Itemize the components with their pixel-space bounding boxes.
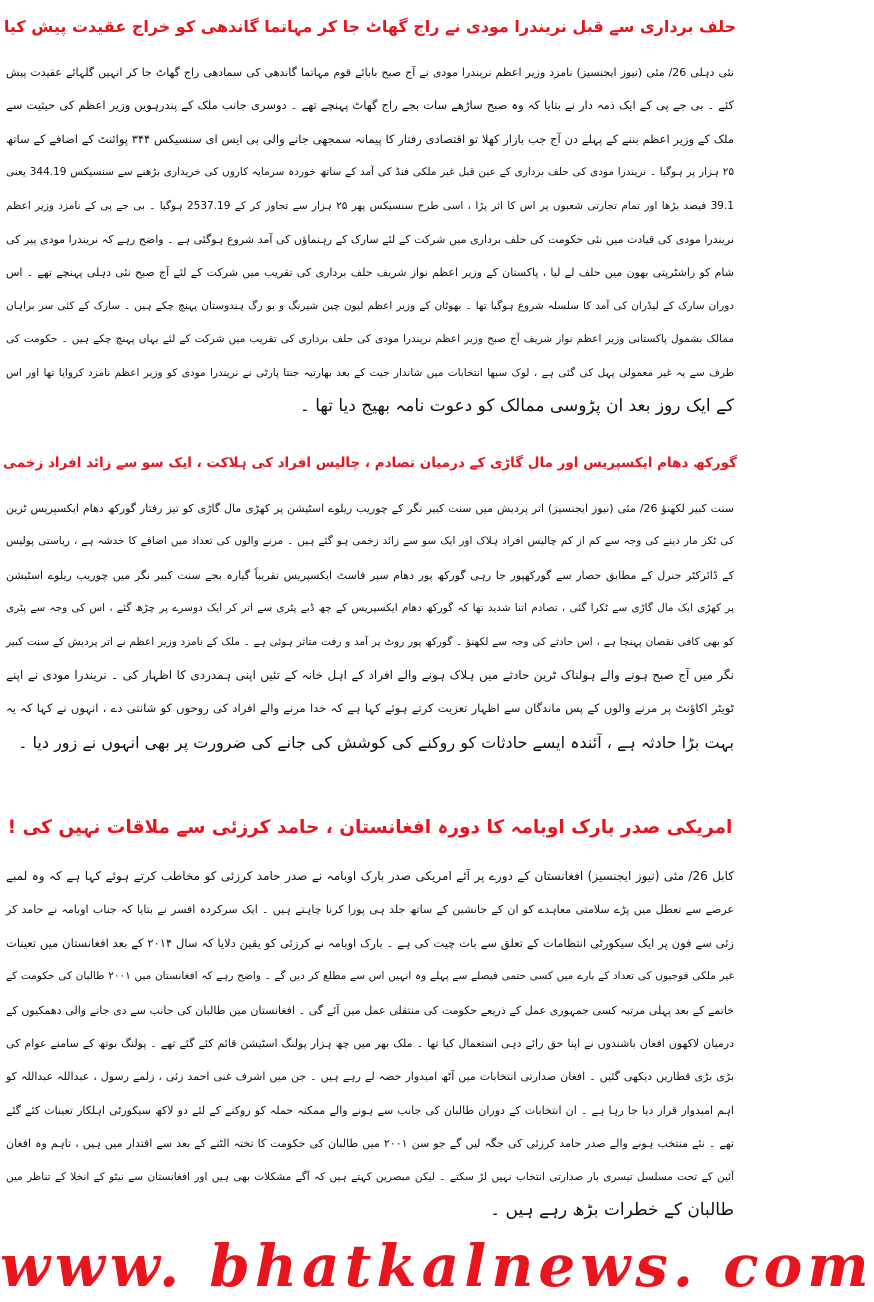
article-line: پر کھڑی ایک مال گاڑی سے ٹکرا گئی ، تصادم اتنا شدید تھا کہ گورکھ دھام ایکسپریس کے چھ ڈبے پٹری سے اتر کر ایک دوسرے پر چڑھ گئے ، اس کی وجہ سے پٹری <box>6 602 734 615</box>
article-line: غیر ملکی فوجیوں کی تعداد کے بارے میں کسی حتمی فیصلے سے پہلے وہ انہیں اس سے مطلع کر دیں گے ۔ واضح رہے کہ افغانستان میں ۲۰۰۱ طالبان کی حکومت کے <box>6 970 734 983</box>
article-line: عرصے سے تعطل میں پڑے سلامتی معاہدے کو ان کے جانشین کے ساتھ جلد ہی پورا کرنا چاہتے ہیں ۔ ایک سرکردہ افسر نے بتایا کہ جناب اوبامہ نے حامد کر <box>6 903 734 917</box>
article-line: آئین کے تحت مسلسل تیسری بار صدارتی انتخاب نہیں لڑ سکتے ۔ لیکن مبصرین کہتے ہیں کہ آگے مشکلات بھی ہیں اور افغانستان سے نیٹو کے انخلا کے تناظر میں <box>6 1170 734 1183</box>
article-line: کے ڈائرکٹر جنرل کے مطابق حصار سے گورکھپور جا رہی گورکھ پور دھام سپر فاسٹ ایکسپریس تقریباً گیارہ بجے سنت کبیر نگر میں چوریب ریلوے اسٹیشن <box>6 568 734 582</box>
article-line: بہت بڑا حادثہ ہے ، آئندہ ایسے حادثات کو روکنے کی کوشش کی جانے کی ضرورت پر بھی انہوں نے زور دیا ۔ <box>18 732 734 752</box>
article-line: نگر میں آج صبح ہونے والے ہولناک ٹرین حادثے میں ہلاک ہونے والے افراد کے اہل خانہ کے تئیں اپنی ہمدردی کا اظہار کی ۔ نریندرا مودی نے اپنے <box>6 667 734 682</box>
website-watermark: www. bhatkalnews. com <box>0 1232 874 1300</box>
article-line: کو بھی کافی نقصان پہنچا ہے ، اس حادثے کی وجہ سے لکھنؤ ۔ گورکھ پور روٹ پر آمد و رفت متاثر ہوئی ہے ۔ ملک کے نامزد وزیر اعظم نے اتر پردیش کے سنت کبیر <box>6 635 734 648</box>
article-body-obama-afghanistan <box>6 860 734 1227</box>
article-line: اہم امیدوار قرار دیا جا رہا ہے ۔ ان انتخابات کے دوران طالبان کی جانب سے ہونے والے ممکنہ حملہ کو روکنے کے لئے دو لاکھ سیکورٹی اہلکار تعینات کئے گئے <box>6 1103 734 1117</box>
article-line: درمیان لاکھوں افغان باشندوں نے اپنا حق رائے دہی استعمال کیا تھا ۔ ملک بھر میں چھ ہزار پولنگ اسٹیشن قائم کئے گئے تھے ۔ پولنگ بوتھ کے سامنے عوام کی <box>6 1036 734 1050</box>
article-line: دوران سارک کے لیڈران کی آمد کا سلسلہ شروع ہوگیا تھا ۔ بھوٹان کے وزیر اعظم لیون چین شیرنگ و بو رگ ہندوستان پہنچ چکے ہیں ۔ سارک کے کئی سر براہان <box>6 299 734 312</box>
article-line: کئے ۔ بی جے پی کے ایک ذمہ دار نے بتایا کہ وہ صبح ساڑھے سات بجے راج گھاٹ پہنچے تھے ۔ دوسری جانب ملک کے پندرہویں وزیر اعظم کی حیثیت سے <box>6 98 734 113</box>
article-line: تھے ۔ نئے منتخب ہونے والے صدر حامد کرزئی کی جگہ لیں گے جو سن ۲۰۰۱ میں طالبان کی حکومت کا تختہ الٹنے کے بعد سے اقتدار میں ہیں ، تاہم وہ افغان <box>6 1137 734 1151</box>
headline-modi-rajghat: حلف برداری سے قبل نریندرا مودی نے راج گھاٹ جا کر مہاتما گاندھی کو خراج عقیدت پیش کیا <box>3 17 737 36</box>
article-line: نئی دہلی 26/ مئی (نیوز ایجنسیز) نامزد وزیر اعظم نریندرا مودی نے آج صبح بابائے قوم مہاتما گاندھی کی سمادھی راج گھاٹ جا کر انہیں گلہائے عقیدت پیش <box>6 66 734 79</box>
article-body-modi-rajghat <box>6 56 734 423</box>
article-line: ۲۵ ہزار پر ہوگیا ۔ نریندرا مودی کی حلف برداری کے عین قبل غیر ملکی فنڈ کی آمد کے ساتھ خوردہ سرمایہ کاروں کی خریداری بڑھنے سے سنسیکس 344.19 یعنی <box>6 166 735 179</box>
article-line: شام کو راشٹرپتی بھون میں حلف لے لیا ، پاکستان کے وزیر اعظم نواز شریف حلف برداری کی تقریب میں شرکت کے لئے آج صبح نئی دہلی پہنچے تھے ۔ اس <box>6 266 734 280</box>
article-line: نریندرا مودی کی قیادت میں نئی حکومت کی حلف برداری میں شرکت کے لئے سارک کے رہنماؤں کی آمد شروع ہوگئی ہے ۔ واضح رہے کہ نریندرا مودی پیر کی <box>6 232 734 246</box>
article-line: کی ٹکر مار دینے کی وجہ سے کم از کم چالیس افراد ہلاک اور ایک سو سے زائد زخمی ہو گئے ہیں ۔ مرنے والوں کی تعداد میں اضافے کا خدشہ ہے ، ریاستی پولیس <box>6 535 734 548</box>
article-line: کے ایک روز بعد ان پڑوسی ممالک کو دعوت نامہ بھیج دیا تھا ۔ <box>299 395 734 416</box>
article-line: طرف سے یہ غیر معمولی پہل کی گئی ہے ، لوک سبھا انتخابات میں شاندار جیت کے بعد بھارتیہ جنتا پارٹی نے نریندرا مودی کو وزیر اعظم نامزد کروایا تھا اور اس <box>6 366 734 379</box>
article-line: سنت کبیر لکھنؤ 26/ مئی (نیوز ایجنسیز) اتر پردیش میں سنت کبیر نگر کے چوریب ریلوے اسٹیشن پر کھڑی مال گاڑی کو تیز رفتار گورکھ دھام ایکسپریس ٹرین <box>6 502 734 515</box>
article-line: بڑی بڑی قطاریں دیکھی گئیں ۔ افغان صدارتی انتخابات میں آٹھ امیدوار حصہ لے رہے ہیں ۔ جن میں اشرف غنی احمد زئی ، زلمے رسول ، عبداللہ عبداللہ کو <box>6 1070 734 1084</box>
article-line: 39.1 فیصد بڑھا اور تمام تجارتی شعبوں پر اس کا اثر پڑا ، اسی طرح سنسیکس پھر ۲۵ ہزار سے تجاوز کر کے 2537.19 ہوگیا ۔ بی جے پی کے نامزد وزیر اعظم <box>6 199 734 212</box>
article-line: زئی سے فون پر ایک سیکورٹی انتظامات کے تعلق سے بات چیت کی ہے ۔ بارک اوبامہ نے کرزئی کو یقین دلایا کہ سال ۲۰۱۴ کے بعد افغانستان میں تعینات <box>6 935 734 950</box>
article-body-train-collision <box>6 492 734 759</box>
headline-obama-afghanistan: امریکی صدر بارک اوبامہ کا دورہ افغانستان ، حامد کرزئی سے ملاقات نہیں کی ! <box>7 817 733 838</box>
headline-train-collision: گورکھ دھام ایکسپریس اور مال گاڑی کے درمیان تصادم ، چالیس افراد کی ہلاکت ، ایک سو سے زائد افراد زخمی <box>3 455 737 471</box>
article-line: ملک کے وزیر اعظم بننے کے پہلے دن آج جب بازار کھلا تو اقتصادی رفتار کا پیمانہ سمجھی جانے والی بی ایس ای سنسیکس ۳۴۴ پوائنٹ کے اضافے کے ساتھ <box>6 131 734 146</box>
article-line: خاتمے کے بعد پہلی مرتبہ کسی جمہوری عمل کے ذریعے حکومت کی منتقلی عمل میں آئے گی ۔ افغانستان میں طالبان کی جانب سے دی جانے والی دھمکیوں کے <box>6 1003 734 1017</box>
article-line: ممالک بشمول پاکستانی وزیر اعظم نواز شریف آج صبح وزیر اعظم نریندرا مودی کی حلف برداری کی تقریب میں شرکت کے لئے یہاں پہنچ چکے ہیں ۔ حکومت کی <box>6 333 734 346</box>
article-line: کابل 26/ مئی (نیوز ایجنسیز) افغانستان کے دورے پر آئے امریکی صدر بارک اوبامہ نے صدر حامد کرزئی کو مخاطب کرتے ہوئے کہا ہے کہ وہ لمبے <box>6 869 734 883</box>
article-line: ٹویٹر اکاؤنٹ پر مرنے والوں کے پس ماندگان سے اظہار تعزیت کرتے ہوئے کہا ہے کہ خدا مرنے والے افراد کی روحوں کو شانتی دے ، انہوں نے کہا کہ یہ <box>6 701 734 716</box>
article-line: طالبان کے خطرات بڑھ رہے ہیں ۔ <box>490 1199 734 1220</box>
